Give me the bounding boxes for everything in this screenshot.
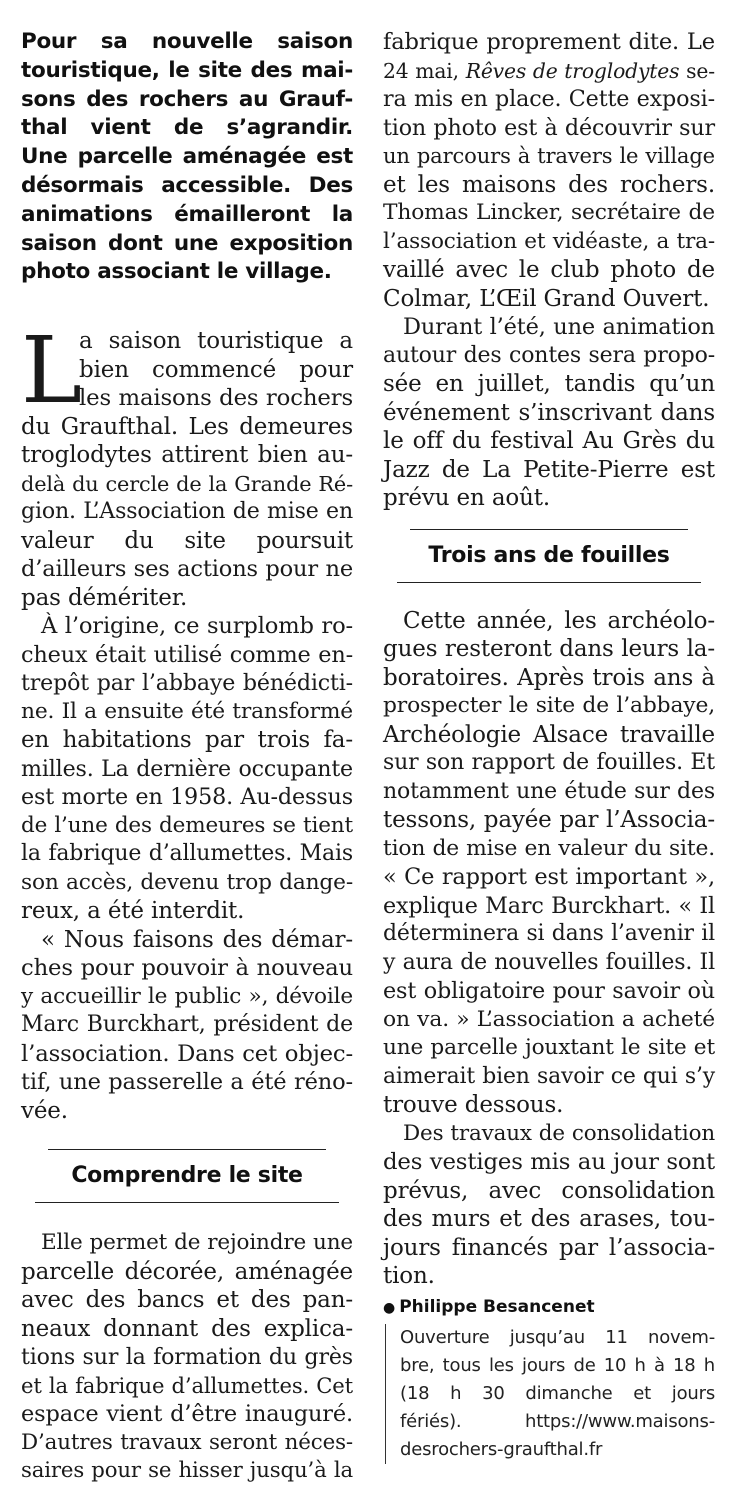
paragraph-line: milles. La dernière occupante	[21, 755, 353, 782]
subheading-rule-bottom	[397, 582, 701, 583]
author-name: Philippe Besancenet	[399, 1296, 595, 1317]
paragraph-line: on va. » L’association a acheté	[383, 1006, 715, 1032]
paragraph-line: y aura de nouvelles fouilles. Il	[383, 949, 715, 975]
paragraph-line: trouve dessous.	[383, 1092, 564, 1118]
lead-line: photo associant le village.	[21, 259, 332, 285]
exhibition-title: Rêves de troglodytes	[465, 58, 680, 83]
paragraph-line: du Graufthal. Les demeures	[21, 413, 353, 440]
paragraph-line: cheux était utilisé comme en-	[21, 641, 353, 668]
paragraph-line: parcelle décorée, aménagée	[21, 1258, 353, 1285]
paragraph-line: est obligatoire pour savoir où	[383, 978, 715, 1004]
paragraph-line: gion. L’Association de mise en	[21, 499, 353, 525]
paragraph-line: Thomas Lincker, secrétaire de	[383, 200, 715, 225]
paragraph-line: notamment une étude sur des	[383, 778, 715, 804]
paragraph-line	[383, 57, 715, 86]
paragraph-line: y accueillir le public », dévoile	[21, 983, 353, 1009]
paragraph-line: est morte en 1958. Au-dessus	[21, 784, 353, 811]
paragraph-line: de l’une des demeures se tient	[21, 812, 353, 838]
paragraph-line: delà du cercle de la Grande Ré-	[21, 471, 353, 496]
paragraph-line: À l’origine, ce surplomb ro-	[41, 613, 353, 640]
paragraph-line: explique Marc Burckhart. « Il	[383, 892, 715, 919]
paragraph-line: ches pour pouvoir à nouveau	[21, 955, 353, 982]
paragraph-line: avec des bancs et des pan-	[21, 1287, 353, 1314]
paragraph-line: « Ce rapport est important »,	[383, 864, 715, 890]
paragraph-line: valeur du site poursuit	[21, 527, 353, 554]
paragraph-line: l’association et vidéaste, a tra-	[383, 228, 715, 254]
lead-line: touristique, le site des mai-	[21, 57, 353, 83]
paragraph	[383, 28, 715, 313]
lead-line: thal vient de s’agrandir.	[21, 115, 353, 141]
paragraph-line: l’association. Dans cet objec-	[21, 1040, 353, 1067]
paragraph-line: son accès, devenu trop dange-	[21, 869, 353, 895]
paragraph-line: prévus, avec consolidation	[383, 1177, 715, 1204]
subheading-rule-bottom	[35, 1202, 339, 1203]
paragraph-line: Jazz de La Petite-Pierre est	[383, 456, 715, 483]
paragraph	[383, 1120, 715, 1291]
bullet-icon: ●	[383, 1299, 396, 1316]
paragraph-line-end: se-	[679, 58, 715, 83]
lead-line: animations émailleront la	[21, 201, 353, 227]
paragraph-line: Durant l’été, une animation	[403, 314, 715, 340]
lead-line: Pour sa nouvelle saison	[21, 29, 353, 54]
paragraph-line: tif, une passerelle a été réno-	[21, 1069, 353, 1096]
paragraph	[383, 607, 715, 1120]
paragraph	[21, 1229, 353, 1486]
right-column	[383, 0, 715, 1464]
info-line: (18 h 30 dimanche et jours	[400, 1382, 715, 1404]
paragraph-line: vaillé avec le club photo de	[383, 257, 715, 283]
paragraph-line: gues resteront dans leurs la-	[383, 636, 715, 662]
author-signature	[383, 1295, 715, 1320]
paragraph-line: Elle permet de rejoindre une	[41, 1230, 353, 1256]
paragraph-line: pas démériter.	[21, 584, 188, 611]
paragraph-line: tessons, payée par l’Associa-	[383, 807, 715, 833]
subheading-rule-top	[48, 1149, 326, 1150]
paragraph-line: et les maisons des rochers.	[383, 171, 715, 198]
paragraph-line: jours financés par l’associa-	[383, 1234, 715, 1261]
paragraph-line: Marc Burckhart, président de	[21, 1012, 353, 1038]
paragraph-line: ra mis en place. Cette exposi-	[383, 86, 715, 112]
paragraph-line: boratoires. Après trois ans à	[383, 664, 715, 691]
subheading-rule-top	[410, 529, 688, 530]
paragraph-line: le off du festival Au Grès du	[383, 428, 715, 454]
paragraph-line: la fabrique d’allumettes. Mais	[21, 841, 353, 867]
paragraph-line: espace vient d’être inauguré.	[21, 1401, 353, 1428]
paragraph-line: tion.	[383, 1263, 435, 1289]
paragraph-line: tions sur la formation du grès	[21, 1344, 353, 1371]
paragraph-line: déterminera si dans l’avenir il	[383, 921, 715, 946]
info-line: desrochers-graufthal.fr	[400, 1438, 603, 1460]
paragraph-line: prévu en août.	[383, 485, 551, 511]
paragraph-line: des murs et des arases, tou-	[383, 1206, 715, 1232]
paragraph-line: troglodytes attirent bien au-	[21, 442, 353, 469]
paragraph-line: D’autres travaux seront néces-	[21, 1429, 353, 1455]
paragraph-line: une parcelle jouxtant le site et	[383, 1035, 715, 1060]
paragraph-line: des vestiges mis au jour sont	[383, 1149, 715, 1175]
lead-line: sons des rochers au Grauf-	[21, 86, 353, 112]
paragraph-line: saires pour se hisser jusqu’à la	[21, 1458, 353, 1484]
practical-info-box	[385, 1324, 715, 1464]
paragraph-line-start: 24 mai,	[383, 58, 466, 83]
drop-cap: L	[21, 317, 83, 425]
paragraph-line: tion photo est à découvrir sur	[383, 114, 715, 141]
paragraph-line: Archéologie Alsace travaille	[383, 721, 715, 748]
paragraph-line: les maisons des rochers	[79, 385, 353, 412]
paragraph-line: événement s’inscrivant dans	[383, 399, 715, 426]
subheading-block	[383, 529, 715, 583]
paragraph-line: « Nous faisons des démar-	[41, 926, 353, 953]
paragraph-line: prospecter le site de l’abbaye,	[383, 693, 715, 718]
subheading: Trois ans de fouilles	[428, 542, 670, 568]
paragraph-line: neaux donnant des explica-	[21, 1315, 353, 1342]
paragraph-line: en habitations par trois fa-	[21, 727, 353, 754]
lead-line: saison dont une exposition	[21, 230, 353, 256]
paragraph-line: a saison touristique a	[79, 328, 353, 355]
left-column	[21, 0, 353, 1486]
paragraph-line: ne. Il a ensuite été transformé	[21, 698, 353, 724]
paragraph-line: un parcours à travers le village	[383, 143, 715, 168]
paragraph-line: aimerait bien savoir ce qui s’y	[383, 1063, 715, 1089]
paragraph-line: Cette année, les archéolo-	[403, 607, 715, 634]
paragraph	[21, 926, 353, 1126]
paragraph	[383, 313, 715, 513]
paragraph-line: sée en juillet, tandis qu’un	[383, 371, 715, 397]
paragraph-line: fabrique proprement dite. Le	[383, 29, 715, 55]
paragraph-line: trepôt par l’abbaye bénédicti-	[21, 670, 353, 697]
paragraph-line: sur son rapport de fouilles. Et	[383, 750, 715, 775]
paragraph-line: d’ailleurs ses actions pour ne	[21, 556, 353, 583]
paragraph	[21, 612, 353, 926]
info-line: Ouverture jusqu’au 11 novem-	[400, 1326, 715, 1348]
subheading-block	[21, 1149, 353, 1203]
intro-paragraph	[21, 317, 353, 612]
paragraph-line: bien commencé pour	[79, 356, 353, 383]
paragraph-line: reux, a été interdit.	[21, 898, 245, 925]
info-line: fériés). https://www.maisons-	[400, 1410, 715, 1432]
paragraph-line: tion de mise en valeur du site.	[383, 835, 715, 861]
article-lead	[21, 28, 353, 287]
paragraph-line: Des travaux de consolidation	[403, 1120, 715, 1146]
paragraph-line: vée.	[21, 1097, 68, 1124]
paragraph-line: Colmar, L’Œil Grand Ouvert.	[383, 285, 710, 312]
lead-line: Une parcelle aménagée est	[21, 144, 353, 170]
paragraph-line: et la fabrique d’allumettes. Cet	[21, 1372, 353, 1398]
paragraph-line: autour des contes sera propo-	[383, 342, 715, 368]
info-line: bre, tous les jours de 10 h à 18 h	[400, 1354, 715, 1376]
lead-line: désormais accessible. Des	[21, 172, 353, 198]
subheading: Comprendre le site	[71, 1163, 303, 1189]
